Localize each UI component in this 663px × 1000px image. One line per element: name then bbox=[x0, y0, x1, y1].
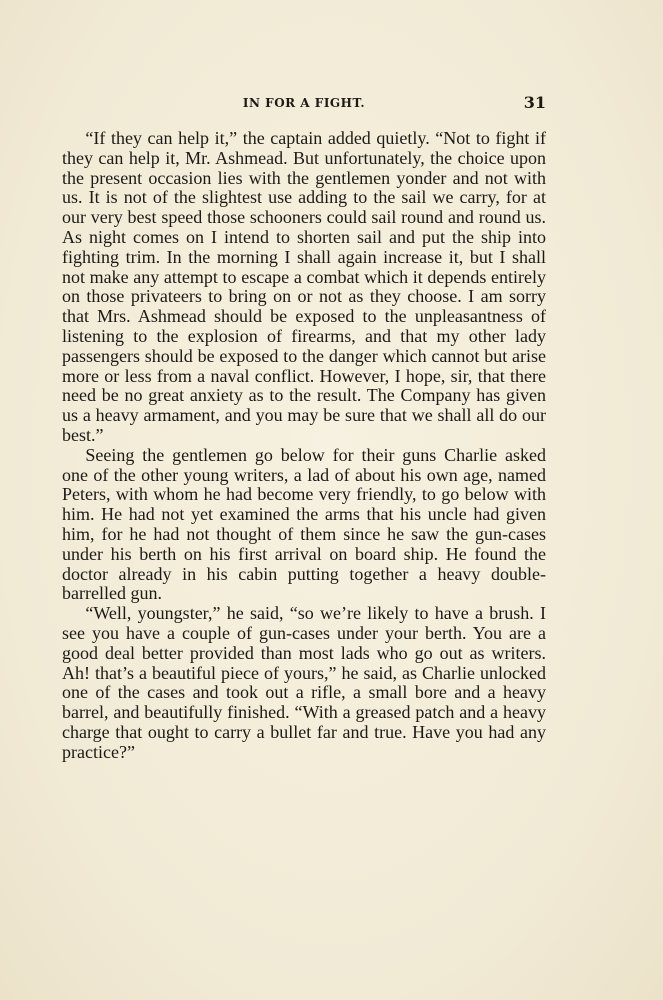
page-number: 31 bbox=[523, 93, 546, 112]
paragraph-2: Seeing the gentlemen go below for their guns Charlie asked one of the other young writers, a lad of about his own age, named Peters, with whom he had become very friendly, to go below with him. He had not yet examined the arms that his uncle had given him, for he had not thought of them since he saw the gun-cases under his berth on his first arrival on board ship. He found the doctor already in his cabin putting together a heavy double-barrelled gun. bbox=[62, 444, 546, 604]
page-header bbox=[62, 93, 546, 113]
paragraph-3: “Well, youngster,” he said, “so we’re likely to have a brush. I see you have a couple of gun-cases under your berth. You are a good deal better provided than most lads who go out as writers. Ah! that’s a beautiful piece of yours,” he said, as Charlie unlocked one of the cases and took out a rifle, a small bore and a heavy barrel, and beautifully finished. “With a greased patch and a heavy charge that ought to carry a bullet far and true. Have you had any practice?” bbox=[62, 603, 546, 762]
body-text bbox=[62, 129, 546, 763]
running-head: IN FOR A FIGHT. bbox=[242, 96, 366, 110]
paragraph-1: “If they can help it,” the captain added quietly. “Not to fight if they can help it, Mr. Ashmead. But unfortunately, the choice upon the present occasion lies with the gentlemen yonder and not with us. It is not of the slightest use adding to the sail we carry, for at our very best speed those schooners could sail round and round us. As night comes on I intend to shorten sail and put the ship into fighting trim. In the morning I shall again increase it, but I shall not make any attempt to escape a combat which it depends entirely on those privateers to bring on or not as they choose. I am sorry that Mrs. Ashmead should be exposed to the unpleasantness of listening to the explosion of firearms, and that my other lady passengers should be exposed to the danger which cannot but arise more or less from a naval conflict. However, I hope, sir, that there need be no great anxiety as to the result. The Company has given us a heavy armament, and you may be sure that we shall all do our best.” bbox=[62, 128, 546, 445]
